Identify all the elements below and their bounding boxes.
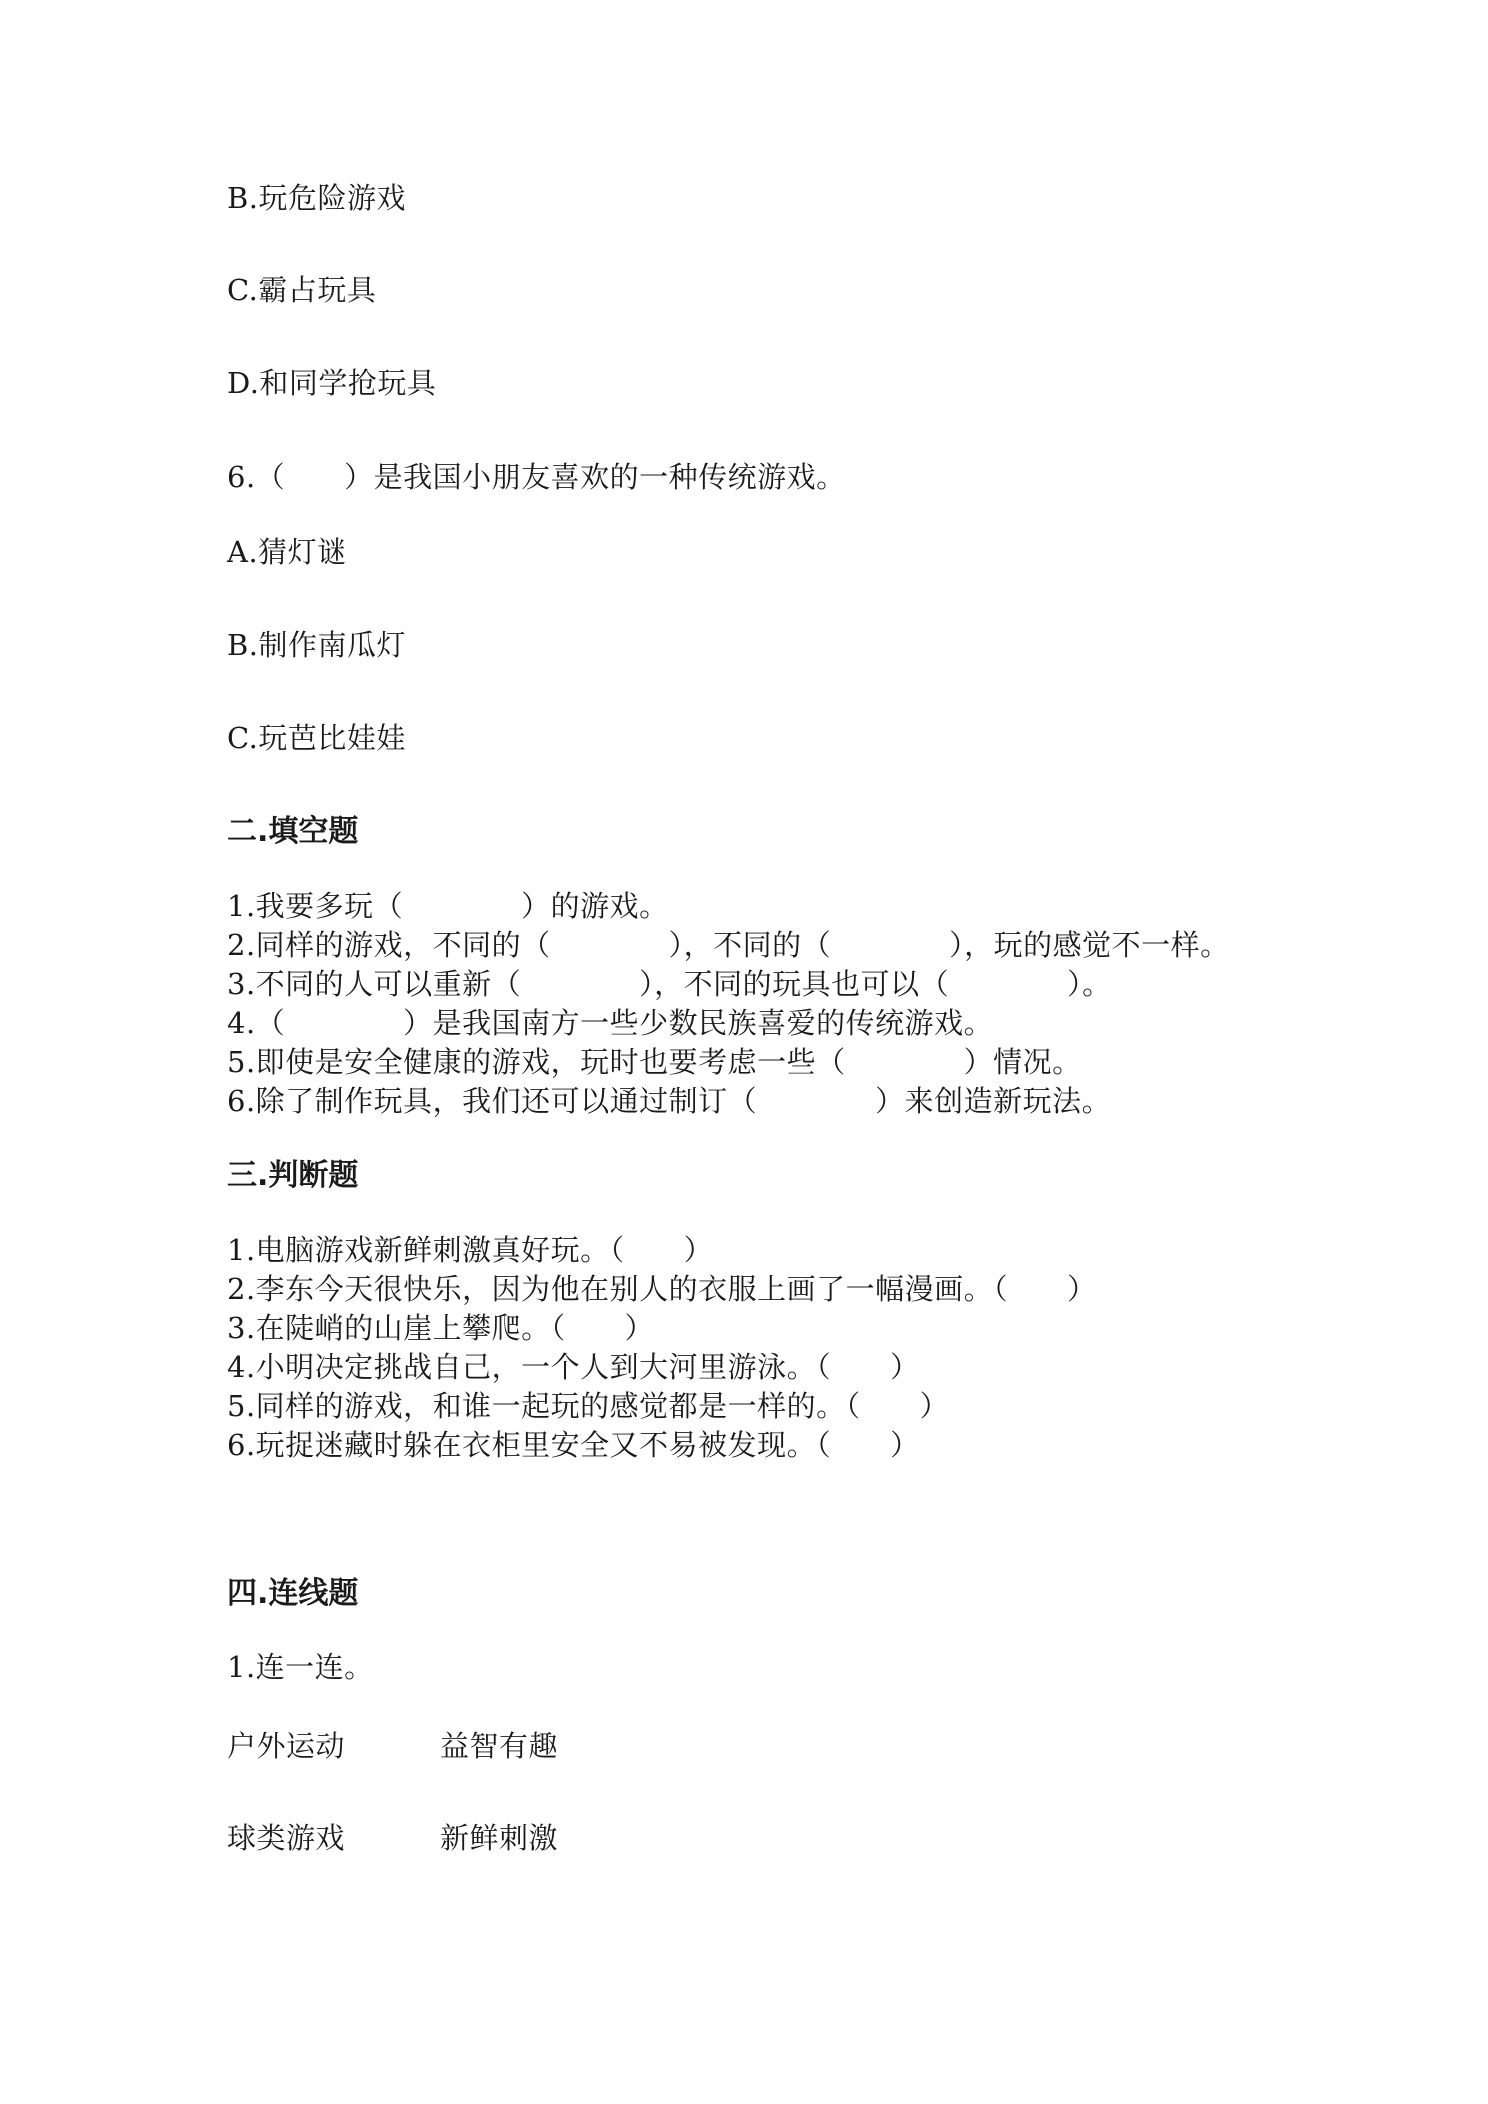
- matching-question-1: 1.连一连。: [227, 1650, 374, 1684]
- true-false-item-1: 1.电脑游戏新鲜刺激真好玩。（ ）: [227, 1233, 714, 1267]
- true-false-item-6: 6.玩捉迷藏时躲在衣柜里安全又不易被发现。（ ）: [227, 1428, 920, 1462]
- option-q5-c: C.霸占玩具: [227, 273, 377, 307]
- section-heading-fill-blank: 二.填空题: [227, 814, 359, 849]
- section-heading-matching: 四.连线题: [227, 1576, 359, 1611]
- matching-left-item-1: 户外运动: [227, 1729, 346, 1763]
- matching-left-item-2: 球类游戏: [227, 1821, 346, 1855]
- true-false-item-2: 2.李东今天很快乐，因为他在别人的衣服上画了一幅漫画。（ ）: [227, 1272, 1097, 1306]
- matching-right-item-1: 益智有趣: [440, 1729, 559, 1763]
- option-q6-c: C.玩芭比娃娃: [227, 721, 406, 755]
- option-q5-d: D.和同学抢玩具: [227, 366, 437, 400]
- fill-blank-item-2: 2.同样的游戏，不同的（ ），不同的（ ），玩的感觉不一样。: [227, 928, 1230, 962]
- true-false-item-3: 3.在陡峭的山崖上攀爬。（ ）: [227, 1311, 655, 1345]
- matching-right-item-2: 新鲜刺激: [440, 1821, 559, 1855]
- fill-blank-item-5: 5.即使是安全健康的游戏，玩时也要考虑一些（ ）情况。: [227, 1045, 1082, 1079]
- question-6: 6.（ ）是我国小朋友喜欢的一种传统游戏。: [227, 460, 846, 494]
- option-q6-b: B.制作南瓜灯: [227, 628, 407, 662]
- fill-blank-item-6: 6.除了制作玩具，我们还可以通过制订（ ）来创造新玩法。: [227, 1084, 1112, 1118]
- fill-blank-item-3: 3.不同的人可以重新（ ），不同的玩具也可以（ ）。: [227, 967, 1112, 1001]
- true-false-item-5: 5.同样的游戏，和谁一起玩的感觉都是一样的。（ ）: [227, 1389, 950, 1423]
- fill-blank-item-4: 4.（ ）是我国南方一些少数民族喜爱的传统游戏。: [227, 1006, 994, 1040]
- section-heading-true-false: 三.判断题: [227, 1158, 359, 1193]
- fill-blank-item-1: 1.我要多玩（ ）的游戏。: [227, 889, 669, 923]
- true-false-item-4: 4.小明决定挑战自己，一个人到大河里游泳。（ ）: [227, 1350, 920, 1384]
- option-q5-b: B.玩危险游戏: [227, 181, 407, 215]
- option-q6-a: A.猜灯谜: [227, 535, 347, 569]
